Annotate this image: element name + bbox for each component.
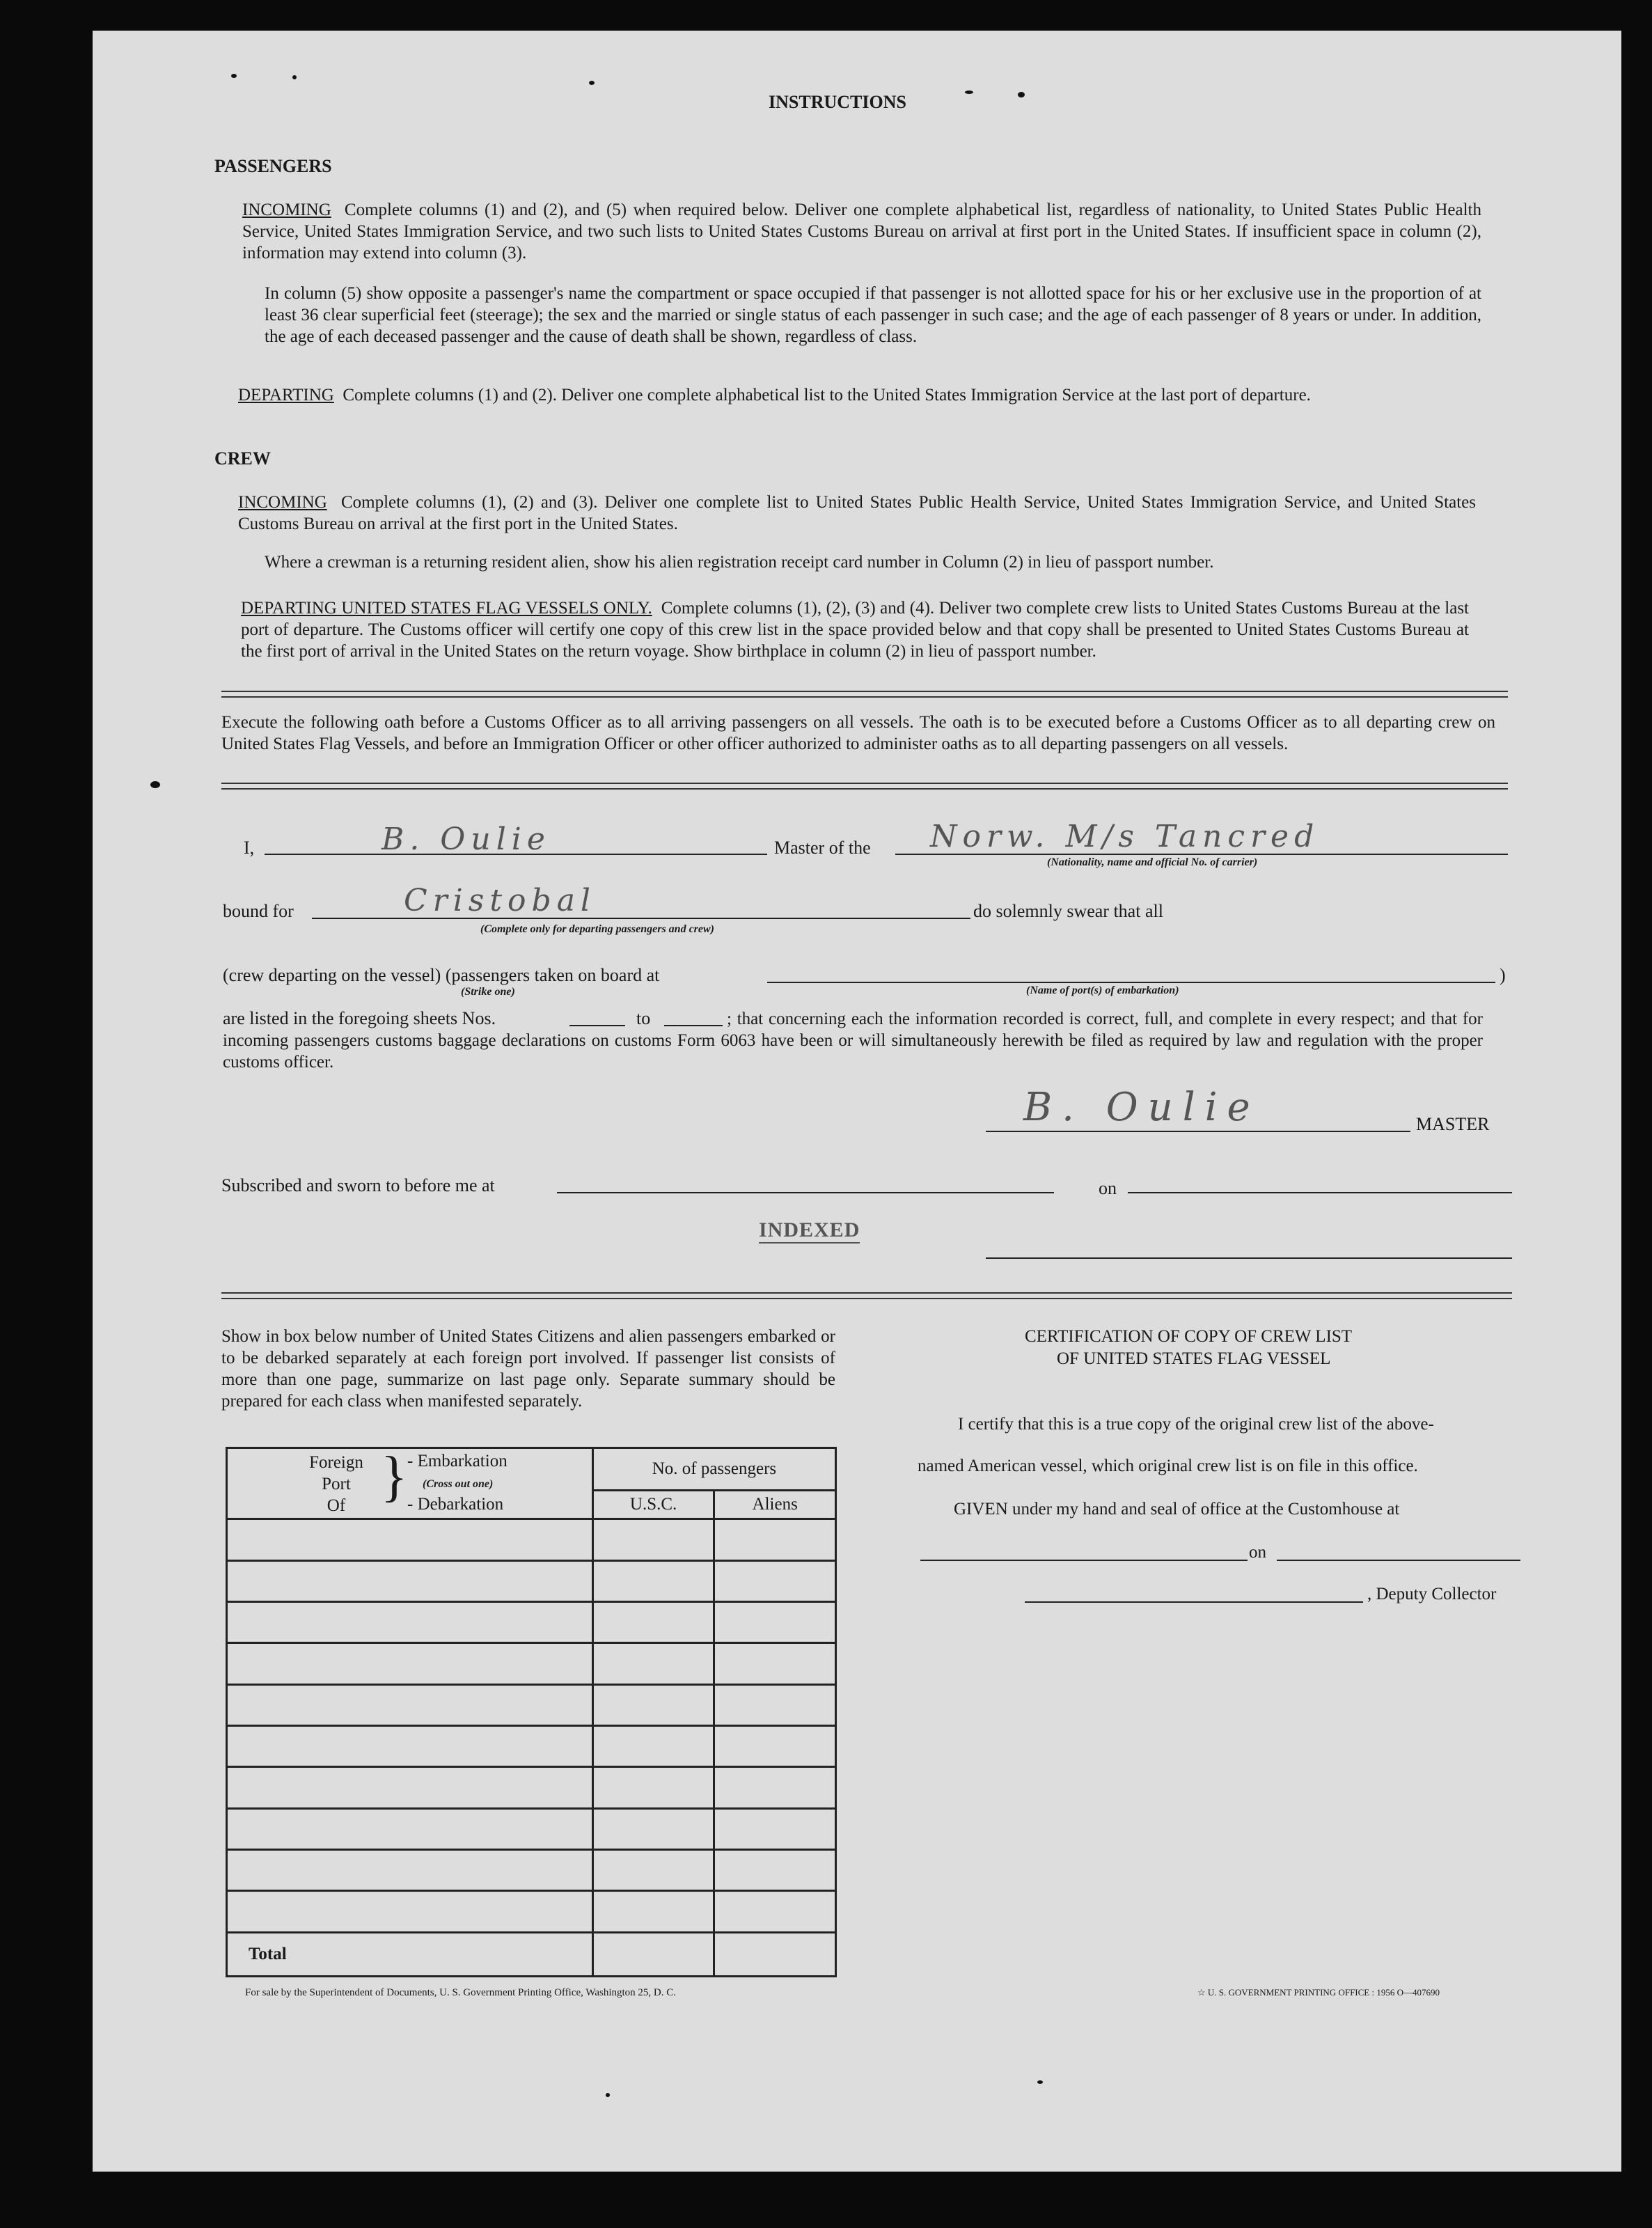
usc-cell bbox=[592, 1891, 714, 1932]
passengers-incoming-label: INCOMING bbox=[242, 201, 331, 219]
subscribed-date-line bbox=[1128, 1192, 1512, 1193]
debarkation-label: - Debarkation bbox=[407, 1495, 504, 1514]
certification-text-1: I certify that this is a true copy of the original crew list of the above- bbox=[958, 1415, 1434, 1434]
usc-cell bbox=[592, 1601, 714, 1642]
master-label: MASTER bbox=[1416, 1114, 1490, 1134]
scan-speck bbox=[1037, 2080, 1043, 2084]
embarkation-label: - Embarkation bbox=[407, 1452, 508, 1470]
aliens-cell bbox=[714, 1891, 836, 1932]
aliens-cell bbox=[714, 1808, 836, 1849]
certification-heading-2: OF UNITED STATES FLAG VESSEL bbox=[1057, 1349, 1331, 1368]
aliens-cell bbox=[714, 1519, 836, 1560]
oath-intro-paragraph: Execute the following oath before a Customs Officer as to all arriving passengers on all vessels. The oath is to be executed before a Customs Officer as to all departing crew on United States Flag Vessels, and before an Immigration Officer or other officer authorized to administer oaths as to all departing passengers on all vessels. bbox=[221, 713, 1495, 753]
aliens-cell bbox=[714, 1601, 836, 1642]
total-label: Total bbox=[227, 1932, 593, 1976]
passengers-column5-paragraph: In column (5) show opposite a passenger's name the compartment or space occupied if that passenger is not allotted space for his or her exclusive use in the proportion of at least 36 clear superficial feet (steerage); the sex and the married or single status of each passenger in such case; and the age of each passenger of 8 years or under. In addition, the age of each deceased passenger and the cause of death shall be shown, regardless of class. bbox=[265, 284, 1481, 346]
port-cell bbox=[227, 1849, 593, 1890]
usc-cell bbox=[592, 1725, 714, 1766]
usc-cell bbox=[592, 1684, 714, 1725]
master-name-handwritten: B. Oulie bbox=[381, 822, 551, 857]
bound-for-handwritten: Cristobal bbox=[404, 883, 596, 918]
strike-caption: (Strike one) bbox=[461, 986, 515, 998]
sheets-text-b: ; that concerning each the information recorded is correct, full, and complete in every respect; and that for incoming passengers customs baggage declarations on customs Form 6063 have been or will simultaneously herewith be filed as required by law and regulation with the proper customs officer. bbox=[223, 1010, 1483, 1072]
certification-date-line bbox=[1277, 1560, 1520, 1561]
subscribed-on-label: on bbox=[1099, 1178, 1117, 1198]
port-cell bbox=[227, 1643, 593, 1684]
passengers-incoming-text: Complete columns (1) and (2), and (5) when required below. Deliver one complete alphabetical list, regardless of nationality, to United States Public Health Service, United States Immigration Service, and two such lists to United States Customs Bureau on arrival at first port in the United States. If insufficient space in column (2), information may extend into column (3). bbox=[242, 201, 1482, 262]
crew-departing-paragraph bbox=[241, 597, 1469, 662]
close-paren: ) bbox=[1500, 965, 1506, 985]
sheets-to: to bbox=[636, 1008, 651, 1028]
port-cell bbox=[227, 1601, 593, 1642]
aliens-cell bbox=[714, 1684, 836, 1725]
master-signature: B. Oulie bbox=[1023, 1085, 1260, 1130]
deputy-collector-line bbox=[1025, 1601, 1363, 1603]
signature-line bbox=[986, 1131, 1410, 1132]
passengers-incoming-paragraph bbox=[242, 199, 1481, 264]
sheets-text-a: are listed in the foregoing sheets Nos. bbox=[223, 1008, 496, 1028]
port-cell bbox=[227, 1519, 593, 1560]
port-cell bbox=[227, 1684, 593, 1725]
aliens-header: Aliens bbox=[714, 1491, 836, 1519]
scan-speck bbox=[1018, 92, 1025, 97]
nationality-caption: (Nationality, name and official No. of carrier) bbox=[1047, 856, 1258, 868]
scan-speck bbox=[606, 2093, 610, 2097]
port-cell bbox=[227, 1767, 593, 1808]
of-label: Of bbox=[327, 1496, 346, 1515]
aliens-cell bbox=[714, 1643, 836, 1684]
port-cell bbox=[227, 1725, 593, 1766]
certification-text-2: named American vessel, which original crew list is on file in this office. bbox=[918, 1457, 1418, 1475]
crew-resident-paragraph: Where a crewman is a returning resident alien, show his alien registration receipt card number in Column (2) in lieu of passport number. bbox=[265, 553, 1214, 572]
oath-i-label: I, bbox=[244, 838, 255, 858]
footer-left: For sale by the Superintendent of Documents, U. S. Government Printing Office, Washington 25, D. C. bbox=[245, 1987, 676, 1998]
crew-incoming-label: INCOMING bbox=[238, 493, 327, 512]
aliens-cell bbox=[714, 1560, 836, 1601]
scan-speck bbox=[150, 781, 160, 788]
bound-for-label: bound for bbox=[223, 901, 294, 921]
passenger-summary-table bbox=[226, 1447, 837, 1977]
usc-cell bbox=[592, 1643, 714, 1684]
certification-heading-1: CERTIFICATION OF COPY OF CREW LIST bbox=[1025, 1327, 1353, 1346]
foreign-port-of-label bbox=[301, 1452, 371, 1516]
port-label: Port bbox=[322, 1475, 351, 1493]
summary-instructions: Show in box below number of United States Citizens and alien passengers embarked or to be debarked separately at each foreign port involved. If passenger list consists of more than one page, summarize on last page only. Separate summary should be prepared for each class when manifested separately. bbox=[221, 1327, 835, 1411]
customhouse-given-text: GIVEN under my hand and seal of office at the Customhouse at bbox=[954, 1500, 1400, 1519]
foreign-port-header bbox=[227, 1448, 593, 1519]
divider bbox=[221, 1292, 1512, 1299]
crew-departing-label: DEPARTING UNITED STATES FLAG VESSELS ONLY. bbox=[241, 599, 652, 618]
cross-out-caption: (Cross out one) bbox=[423, 1478, 494, 1490]
scan-speck bbox=[231, 74, 237, 78]
port-cell bbox=[227, 1891, 593, 1932]
passengers-departing-text: Complete columns (1) and (2). Deliver one complete alphabetical list to the United States Immigration Service at the last port of departure. bbox=[343, 386, 1311, 405]
crew-incoming-text: Complete columns (1), (2) and (3). Deliver one complete list to United States Public Health Service, United States Immigration Service, and United States Customs Bureau on arrival at the first port in the United States. bbox=[238, 493, 1476, 533]
divider bbox=[221, 691, 1508, 698]
bound-caption: (Complete only for departing passengers and crew) bbox=[480, 923, 714, 935]
certification-on-label: on bbox=[1249, 1543, 1266, 1562]
passengers-departing-label: DEPARTING bbox=[238, 386, 334, 405]
usc-cell bbox=[592, 1767, 714, 1808]
usc-cell bbox=[592, 1849, 714, 1890]
scan-speck bbox=[965, 91, 973, 94]
aliens-total-cell bbox=[714, 1932, 836, 1976]
subscribed-place-line bbox=[557, 1192, 1054, 1193]
usc-cell bbox=[592, 1519, 714, 1560]
port-cell bbox=[227, 1560, 593, 1601]
crew-departing-text: Complete columns (1), (2), (3) and (4). Deliver two complete crew lists to United States Customs Bureau at the last port of departure. The Customs officer will certify one copy of this crew list in the space provided below and that copy shall be presented to United States Customs Bureau at the first port of arrival in the United States on the return voyage. Show birthplace in column (2) in lieu of passport number. bbox=[241, 599, 1469, 661]
foreign-label: Foreign bbox=[309, 1453, 363, 1472]
scan-speck bbox=[589, 81, 595, 85]
usc-cell bbox=[592, 1560, 714, 1601]
crew-passengers-text: (crew departing on the vessel) (passengers taken on board at bbox=[223, 965, 660, 985]
crew-heading: CREW bbox=[214, 448, 271, 469]
usc-total-cell bbox=[592, 1932, 714, 1976]
customhouse-place-line bbox=[920, 1560, 1248, 1561]
subscribed-label: Subscribed and sworn to before me at bbox=[221, 1175, 495, 1195]
brace-icon: } bbox=[381, 1446, 408, 1507]
swear-text: do solemnly swear that all bbox=[973, 901, 1163, 921]
passengers-heading: PASSENGERS bbox=[214, 156, 332, 176]
deputy-collector-label: , Deputy Collector bbox=[1367, 1585, 1497, 1603]
footer-right: ☆ U. S. GOVERNMENT PRINTING OFFICE : 1956 O—407690 bbox=[1197, 1987, 1440, 1998]
divider bbox=[221, 783, 1508, 790]
crew-incoming-paragraph bbox=[238, 492, 1476, 535]
page-title: INSTRUCTIONS bbox=[769, 92, 906, 112]
usc-cell bbox=[592, 1808, 714, 1849]
aliens-cell bbox=[714, 1725, 836, 1766]
port-cell bbox=[227, 1808, 593, 1849]
passengers-departing-paragraph bbox=[238, 384, 1481, 406]
embarkation-port-line bbox=[767, 982, 1495, 983]
scan-speck bbox=[292, 75, 297, 79]
usc-header: U.S.C. bbox=[592, 1491, 714, 1519]
master-of-label: Master of the bbox=[774, 838, 871, 858]
aliens-cell bbox=[714, 1849, 836, 1890]
no-of-passengers-header: No. of passengers bbox=[592, 1448, 835, 1491]
officer-signature-line bbox=[986, 1257, 1512, 1259]
indexed-stamp: INDEXED bbox=[759, 1218, 860, 1244]
port-caption: (Name of port(s) of embarkation) bbox=[1026, 984, 1179, 996]
vessel-name-handwritten: Norw. M/s Tancred bbox=[930, 819, 1320, 854]
aliens-cell bbox=[714, 1767, 836, 1808]
